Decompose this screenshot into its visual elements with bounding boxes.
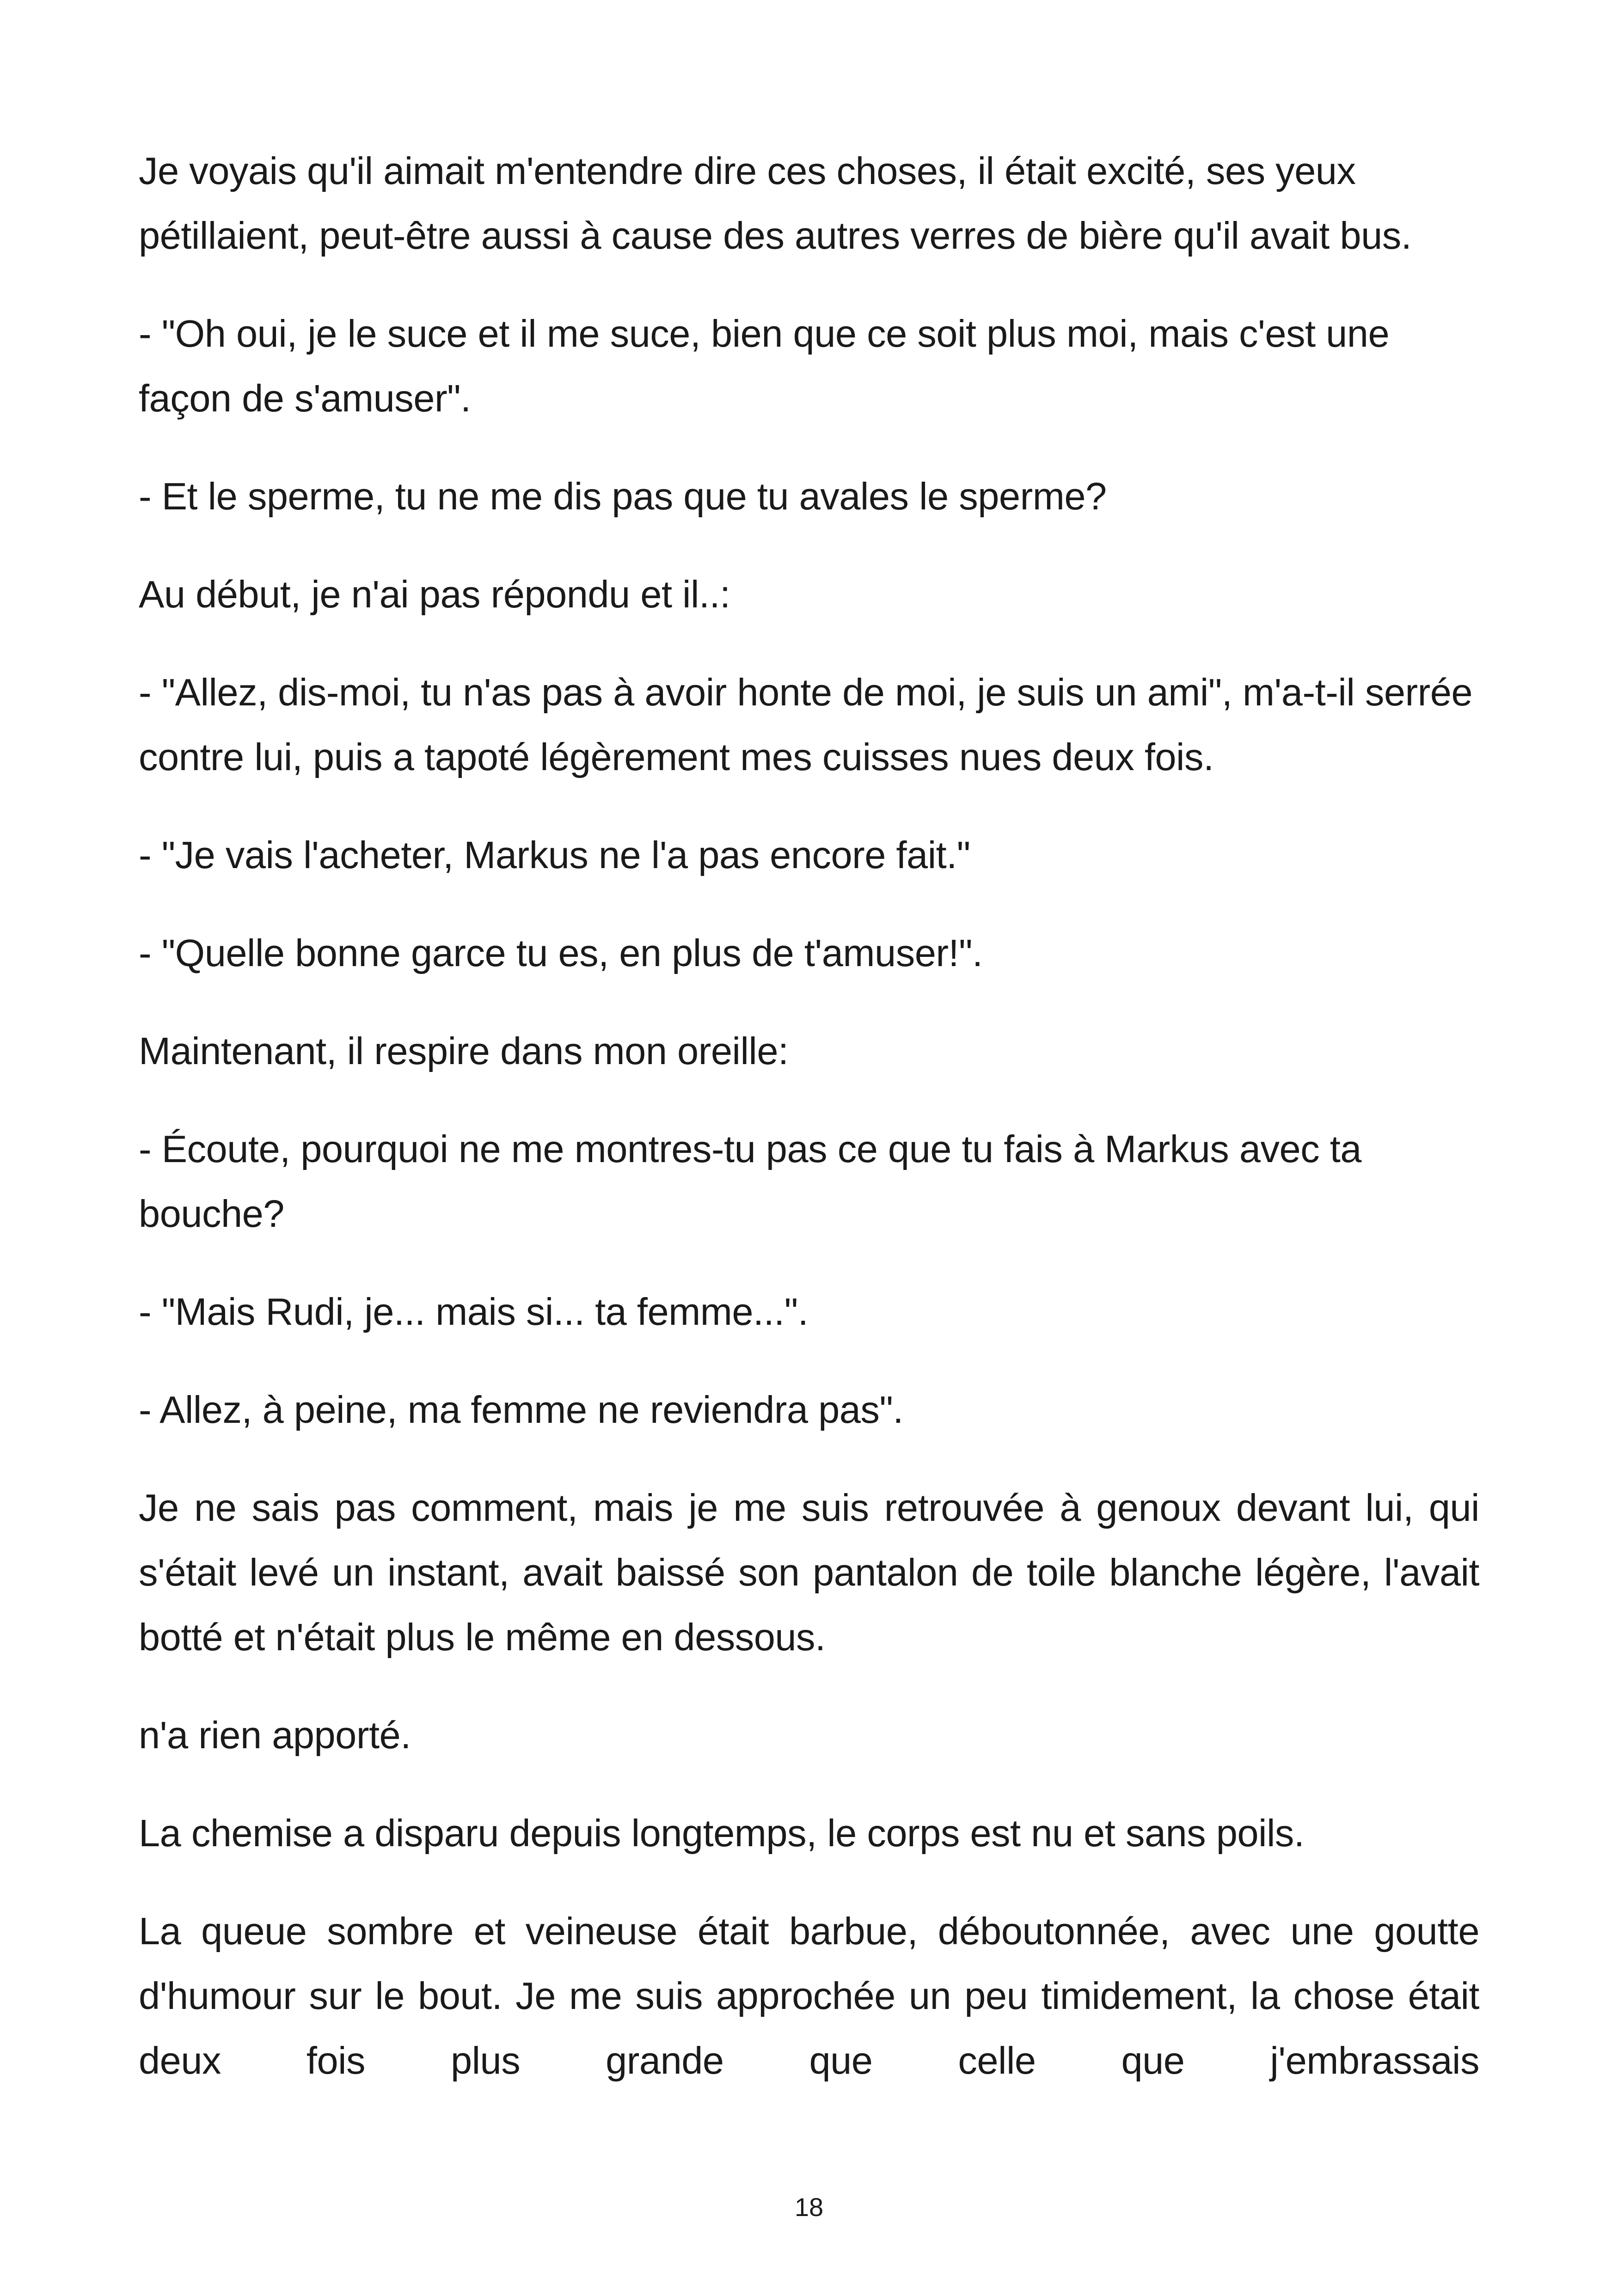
paragraph-3: - Et le sperme, tu ne me dis pas que tu avales le sperme?: [139, 475, 1107, 518]
paragraph-14: La chemise a disparu depuis longtemps, le corps est nu et sans poils.: [139, 1812, 1305, 1855]
page-number: 18: [794, 2192, 824, 2222]
paragraph-2: - "Oh oui, je le suce et il me suce, bien que ce soit plus moi, mais c'est une façon de s'amuser".: [139, 312, 1390, 420]
paragraph-13: n'a rien apporté.: [139, 1714, 411, 1757]
paragraph-11: - Allez, à peine, ma femme ne reviendra pas".: [139, 1388, 903, 1431]
paragraph-8: Maintenant, il respire dans mon oreille:: [139, 1029, 789, 1072]
paragraph-15: La queue sombre et veineuse était barbue, déboutonnée, avec une goutte d'humour sur le bout. Je me suis approchée un peu timidement, la chose était deux fois plus grande que celle que j'embrassais: [139, 1910, 1479, 2082]
paragraph-9: - Écoute, pourquoi ne me montres-tu pas ce que tu fais à Markus avec ta bouche?: [139, 1127, 1361, 1235]
paragraph-7: - "Quelle bonne garce tu es, en plus de t'amuser!".: [139, 931, 983, 974]
paragraph-12: Je ne sais pas comment, mais je me suis retrouvée à genoux devant lui, qui s'était levé un instant, avait baissé son pantalon de toile blanche légère, l'avait botté et n'était plus le même en dessous.: [139, 1486, 1479, 1659]
paragraph-6: - "Je vais l'acheter, Markus ne l'a pas encore fait.": [139, 833, 970, 876]
paragraph-4: Au début, je n'ai pas répondu et il..:: [139, 573, 730, 616]
paragraph-5: - "Allez, dis-moi, tu n'as pas à avoir honte de moi, je suis un ami", m'a-t-il serrée contre lui, puis a tapoté légèrement mes cuisses nues deux fois.: [139, 671, 1473, 778]
paragraph-10: - "Mais Rudi, je... mais si... ta femme...".: [139, 1290, 809, 1333]
paragraph-1: Je voyais qu'il aimait m'entendre dire ces choses, il était excité, ses yeux pétillaient, peut-être aussi à cause des autres verres de bière qu'il avait bus.: [139, 149, 1412, 257]
body-text: [139, 139, 1479, 2126]
